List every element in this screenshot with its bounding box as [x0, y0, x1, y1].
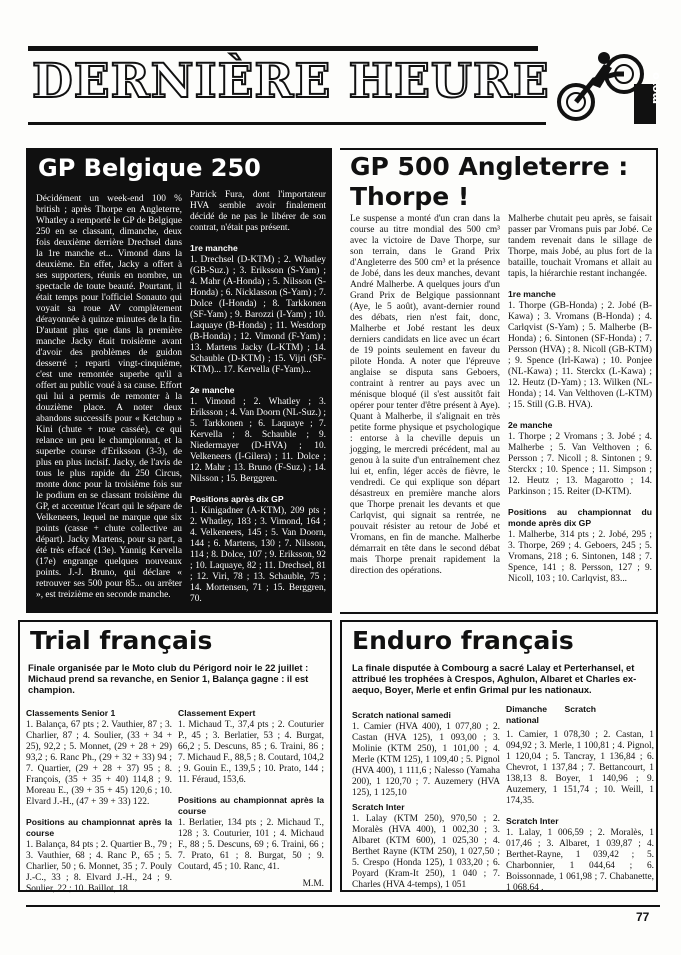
logo-text: moto — [649, 72, 662, 104]
results-text: 1. Camier, 1 078,30 ; 2. Castan, 1 094,92 ; 3. Merle, 1 100,81 ; 4. Pignol, 1 120,04 ; 5. Tancray, 1 136,84 ; 6. Chevrot, 1 137,84 ; 7. Bettancourt, 1 138,13 8. Boyer, 1 140,96 ; 9. Auzemery, 1 151,74 ; 10. Weill, 1 174,35. — [506, 730, 654, 806]
results-heading: Scratch Inter — [352, 802, 405, 812]
results-heading: Positions après dix GP — [190, 494, 284, 504]
results-heading: Classement Expert — [178, 708, 256, 718]
article-column — [508, 214, 652, 610]
results-heading: 1re manche — [508, 289, 556, 299]
results-text: 1. Michaud T., 37,4 pts ; 2. Couturier P., 45 ; 3. Berlatier, 53 ; 4. Burgat, 66,2 ; 5. Descuns, 85 ; 6. Traini, 86 ; 7. Michaud F., 88,5 ; 8. Coutard, 104,2 ; 9. Gouin E., 139,5 ; 10. Prato, 144 ; 11. Féraud, 153,6. — [178, 720, 324, 785]
article-column — [352, 710, 500, 890]
article-title: GP Belgique 250 — [38, 154, 261, 182]
results-text: 1. Thorpe (GB-Honda) ; 2. Jobé (B-Kawa) ; 3. Vromans (B-Honda) ; 4. Carlqvist (S-Yam) ; 5. Malherbe (B-Honda) ; 6. Sintonen (SF-Honda) ; 7. Persson (HVA) ; 8. Nicoll (GB-KTM) ; 9. Spence (Irl-Kawa) ; 10. Ponjee (NL-Kawa) ; 11. Sterckx (L-Kawa) ; 12. Heutz (D-Yam) ; 13. Wilken (NL-Honda) ; 14. Van Velthoven (L-KTM) ; 15. Still (G.B. HVA). — [508, 301, 652, 410]
results-text: 1. Drechsel (D-KTM) ; 2. Whatley (GB-Suz.) ; 3. Eriksson (S-Yam) ; 4. Mahr (A-Honda) ; 5. Nilsson (S-Honda) ; 6. Nicklasson (S-Yam) ; 7. Dolce (I-Honda) ; 8. Tarkkonen (SF-Yam) ; 9. Barozzi (I-Yam) ; 10. Laquaye (B-Honda) ; 11. Westdorp (B-Honda) ; 12. Vimond (F-Yam) ; 13. Martens Jacky (L-KTM) ; 14. Schauble (D-KTM) ; 15. Vijri (SF-KTM)... 17. Kervella (F-Yam)... — [190, 255, 326, 375]
article-column — [350, 214, 500, 610]
article-column — [36, 194, 182, 604]
footer-rule — [26, 905, 660, 907]
article-enduro-francais — [340, 620, 658, 892]
article-body: Malherbe chutait peu après, se faisait passer par Vromans puis par Jobé. Ce tandem revenait dans le sillage de Thorpe, mais Jobé, au plus fort de la bataille, touchait Vromans et allait au tapis, la hiérarchie restant inchangée. — [508, 214, 652, 279]
results-text: 1. Lalay (KTM 250), 970,50 ; 2. Moralès (HVA 400), 1 002,30 ; 3. Albaret (KTM 600), 1 025,30 ; 4. Berthet Rayne (KTM 250), 1 027,50 ; 5. Crespo (Honda 125), 1 033,20 ; 6. Poyard (Kram-It 250), 1 040 ; 7. Charles (HVA 4-temps), 1 051 — [352, 814, 500, 890]
article-gp-belgique — [26, 148, 332, 613]
results-heading: Dimanche Scratch national — [506, 704, 596, 725]
article-lead: La finale disputée à Combourg a sacré Lalay et Perterhansel, et attribué les trophées à Crespos, Aghulon, Albaret et Charles ex-aequo, Boyer, Merle et enfin Grimal pur les nationaux. — [352, 662, 637, 695]
header-rule-bottom — [28, 122, 546, 125]
article-title: Enduro français — [352, 626, 574, 655]
page-header — [28, 44, 662, 126]
header-rule-top — [28, 46, 538, 51]
results-text: 1. Camier (HVA 400), 1 077,80 ; 2. Castan (HVA 125), 1 093,00 ; 3. Molinie (KTM 250), 1 101,00 ; 4. Merle (KTM 125), 1 109,40 ; 5. Pignol (HVA 400), 1 111,6 ; Nalesso (Yamaha 200), 1 120,70 ; 7. Auzemery (HVA 125), 1 125,10 — [352, 722, 500, 798]
results-heading: 2e manche — [190, 385, 235, 395]
results-heading: Positions au championnat après la course — [26, 817, 172, 838]
article-column — [506, 704, 654, 893]
results-text: 1. Vimond ; 2. Whatley ; 3. Eriksson ; 4. Van Doorn (NL-Suz.) ; 5. Tarkkonen ; 6. Laquaye ; 7. Kervella ; 8. Schauble ; 9. Niedermayer (D-HVA) ; 10. Velkeneers (I-Gilera) ; 11. Dolce ; 12. Mahr ; 13. Bruno (F-Suz.) ; 14. Nilsson ; 15. Berggren. — [190, 397, 326, 484]
results-text: 1. Balança, 84 pts ; 2. Quartier B., 79 ; 3. Vauthier, 68 ; 4. Ranc P., 65 ; 5. Charlier, 50 ; 6. Monnet, 35 ; 7. Pouly J.-C., 33 ; 8. Elvard J.-H., 24 ; 9. Soulier, 22 ; 10. Baillot, 18. — [26, 840, 172, 894]
results-text: 1. Malherbe, 314 pts ; 2. Jobé, 295 ; 3. Thorpe, 269 ; 4. Geboers, 245 ; 5. Vromans, 218 ; 6. Sintonen, 148 ; 7. Spence, 141 ; 8. Persson, 127 ; 9. Nicoll, 103 ; 10. Carlqvist, 83... — [508, 530, 652, 584]
page-number: 77 — [636, 910, 650, 924]
author-signature: M.M. — [302, 879, 324, 889]
moto-logo — [546, 44, 662, 124]
article-title: Trial français — [30, 626, 213, 655]
results-text: 1. Kinigadner (A-KTM), 209 pts ; 2. Whatley, 183 ; 3. Vimond, 164 ; 4. Velkeneers, 145 ; 5. Van Doorn, 144 ; 6. Martens, 130 ; 7. Nilsson, 114 ; 8. Dolce, 107 ; 9. Eriksson, 92 ; 10. Laquaye, 82 ; 11. Drechsel, 81 ; 12. Viri, 78 ; 13. Schauble, 75 ; 14. Mortensen, 71 ; 15. Berggren, 70. — [190, 506, 326, 604]
results-heading: 2e manche — [508, 420, 553, 430]
article-lead: Finale organisée par le Moto club du Périgord noir le 22 juillet : Michaud prend sa revanche, en Senior 1, Balança gagne : il est champion. — [28, 662, 309, 695]
article-body: Patrick Fura, dont l'importateur HVA semble avoir finalement décidé de ne pas le libérer de son contrat, n'était pas présent. — [190, 190, 326, 233]
results-heading: Scratch national samedi — [352, 710, 451, 720]
results-heading: Classements Senior 1 — [26, 708, 116, 718]
results-text: 1. Balança, 67 pts ; 2. Vauthier, 87 ; 3. Charlier, 87 ; 4. Soulier, (33 + 34 + 25), 92,2 ; 5. Monnet, (29 + 28 + 29) 93,2 ; 6. Ranc Ph., (29 + 32 + 33) 94 ; 7. Quartier, (29 + 28 + 37) 95 ; 8. François, (35 + 35 + 40) 114,8 ; 9. Moreau E., (39 + 35 + 45) 120,6 ; 10. Elvard J.-H., (47 + 39 + 33) 122. — [26, 720, 172, 807]
article-column — [178, 708, 324, 902]
article-title: GP 500 Angleterre : Thorpe ! — [350, 152, 629, 211]
article-body: Le suspense a monté d'un cran dans la course au titre mondial des 500 cm³ avec la victoire de Dave Thorpe, sur son terrain, dans le Grand Prix d'Angleterre des 500 cm³ et la présence de Jobé, dans les deux manches, devant André Malherbe. A quelques jours d'un Grand Prix de Belgique passionnant (Aye, le 5 août), avant-dernier round des débats, rien n'est fait, donc, Malherbe et Jobé restant les deux derniers candidats en lice avec un écart de 19 points seulement en faveur du pilote Honda. A noter que l'épreuve anglaise se disputa sans Geboers, contraint à rentrer au pays avec un ménisque bloqué (il s'est aussitôt fait opérer pour tenter d'être présent à Aye). Quant à Malherbe, il s'alignait en très petite forme physique et psychologique : entorse à la cheville depuis un jogging, le mercredi précédent, mal au genou à la suite d'un entraînement chez lui et, enfin, léger accès de fièvre, le vendredi. Ce qui explique son départ désastreux en première manche alors que Thorpe prenait les devants et que Carlqvist, qui signait sa rentrée, ne pouvait résister au retour de Jobé et Vromans, en fin de manche. Malherbe démarrait en tête dans le second débat mais Thorpe prenait rapidement la direction des opérations. — [350, 214, 500, 576]
results-text: 1. Thorpe ; 2 Vromans ; 3. Jobé ; 4. Malherbe ; 5. Van Velthoven ; 6. Persson ; 7. Nicoll ; 8. Sintonen ; 9. Sterckx ; 10. Spence ; 11. Simpson ; 12. Heutz ; 13. Magarotto ; 14. Parkinson ; 15. Reiter (D-KTM). — [508, 432, 652, 497]
results-text: 1. Lalay, 1 006,59 ; 2. Moralès, 1 017,46 ; 3. Albaret, 1 039,87 ; 4. Berthet-Rayne, 1 039,42 ; 5. Charbonnier, 1 044,64 ; 6. Boissonnade, 1 061,98 ; 7. Chabanette, 1 068,64 . — [506, 828, 654, 893]
article-trial-francais — [18, 620, 332, 892]
results-heading: Scratch Inter — [506, 816, 559, 826]
article-column — [26, 708, 172, 894]
article-gp-angleterre — [340, 148, 658, 614]
section-title: DERNIÈRE HEURE — [32, 54, 550, 109]
results-heading: 1re manche — [190, 243, 238, 253]
results-heading: Positions au championnat après la course — [178, 795, 324, 816]
results-heading: Positions au championnat du monde après dix GP — [508, 507, 652, 528]
results-text: 1. Berlatier, 134 pts ; 2. Michaud T., 128 ; 3. Couturier, 101 ; 4. Michaud F., 88 ; 5. Descuns, 69 ; 6. Traini, 66 ; 7. Prato, 61 ; 8. Burgat, 50 ; 9. Coutard, 45 ; 10. Ranc, 41. — [178, 818, 324, 872]
motorbike-icon — [546, 44, 662, 124]
article-body: Décidément un week-end 100 % british ; après Thorpe en Angleterre, Whatley a remporté le GP de Belgique 250 en se classant, dimanche, deux fois deuxième derrière Drechsel dans la 1re manche et... Vimond dans la deuxième. En effet, Jacky a offert à ses supporters, réunis en nombre, un spectacle de toute beauté. Pourtant, il était temps pour l'officiel Sonauto qui voyait sa roue AV complètement dérayonnée à quinze minutes de la fin. D'autant plus que dans la première manche Jacky était troisième avant d'avoir des problèmes de guidon desserré ; reparti vingt-cinquième, c'est une remontée superbe qu'il a offert au public voué à sa cause. Effort qui lui a permis de remonter à la douzième place. A noter deux abandons successifs pour « Ketchup » Kini (chute + roue cassée), ce qui relance un peu le championnat, et la superbe course d'Eriksson (3-3), de plus en plus incisif. Jacky, de l'avis de tous le plus rapide du 250 Circus, monte donc pour la troisième fois sur le podium en se classant troisième du GP, et accentue l'écart qui le sépare de Velkeneers, lequel ne marque que six points (casse + chute collective au départ). Jacky Martens, pour sa part, a été très effacé (13e). Yannig Kervella (17e) engrange quelques nouveaux points. J.-J. Bruno, qui déclare « retrouver ses 500 pour 85... ou arrêter », est treizième en seconde manche. — [36, 194, 182, 600]
article-column — [190, 190, 326, 605]
